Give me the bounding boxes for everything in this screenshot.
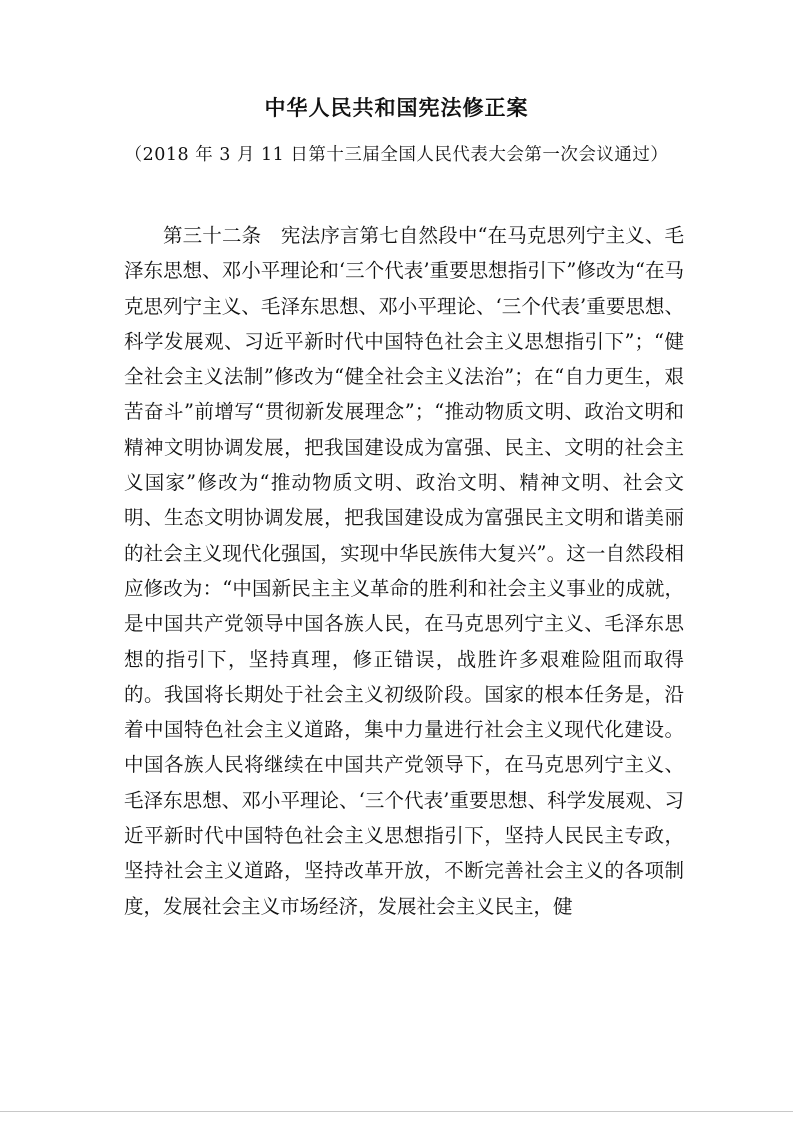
document-title: 中华人民共和国宪法修正案 [264, 95, 529, 120]
page-bottom-divider [0, 1111, 793, 1112]
document-subtitle: （2018 年 3 月 11 日第十三届全国人民代表大会第一次会议通过） [124, 145, 669, 165]
article-paragraph: 第三十二条 宪法序言第七自然段中“在马克思列宁主义、毛泽东思想、邓小平理论和‘三个代表’重要思想指引下”修改为“在马克思列宁主义、毛泽东思想、邓小平理论、‘三个代表’重要思想、科学发展观、习近平新时代中国特色社会主义思想指引下”；“健全社会主义法制”修改为“健全社会主义法治”；在“自力更生，艰苦奋斗”前增写“贯彻新发展理念”；“推动物质文明、政治文明和精神文明协调发展，把我国建设成为富强、民主、文明的社会主义国家”修改为“推动物质文明、政治文明、精神文明、社会文明、生态文明协调发展，把我国建设成为富强民主文明和谐美丽的社会主义现代化强国，实现中华民族伟大复兴”。这一自然段相应修改为：“中国新民主主义革命的胜利和社会主义事业的成就，是中国共产党领导中国各族人民，在马克思列宁主义、毛泽东思想的指引下，坚持真理，修正错误，战胜许多艰难险阻而取得的。我国将长期处于社会主义初级阶段。国家的根本任务是，沿着中国特色社会主义道路，集中力量进行社会主义现代化建设。中国各族人民将继续在中国共产党领导下，在马克思列宁主义、毛泽东思想、邓小平理论、‘三个代表’重要思想、科学发展观、习近平新时代中国特色社会主义思想指引下，坚持人民民主专政，坚持社会主义道路，坚持改革开放，不断完善社会主义的各项制度，发展社会主义市场经济，发展社会主义民主，健 [124, 224, 684, 918]
